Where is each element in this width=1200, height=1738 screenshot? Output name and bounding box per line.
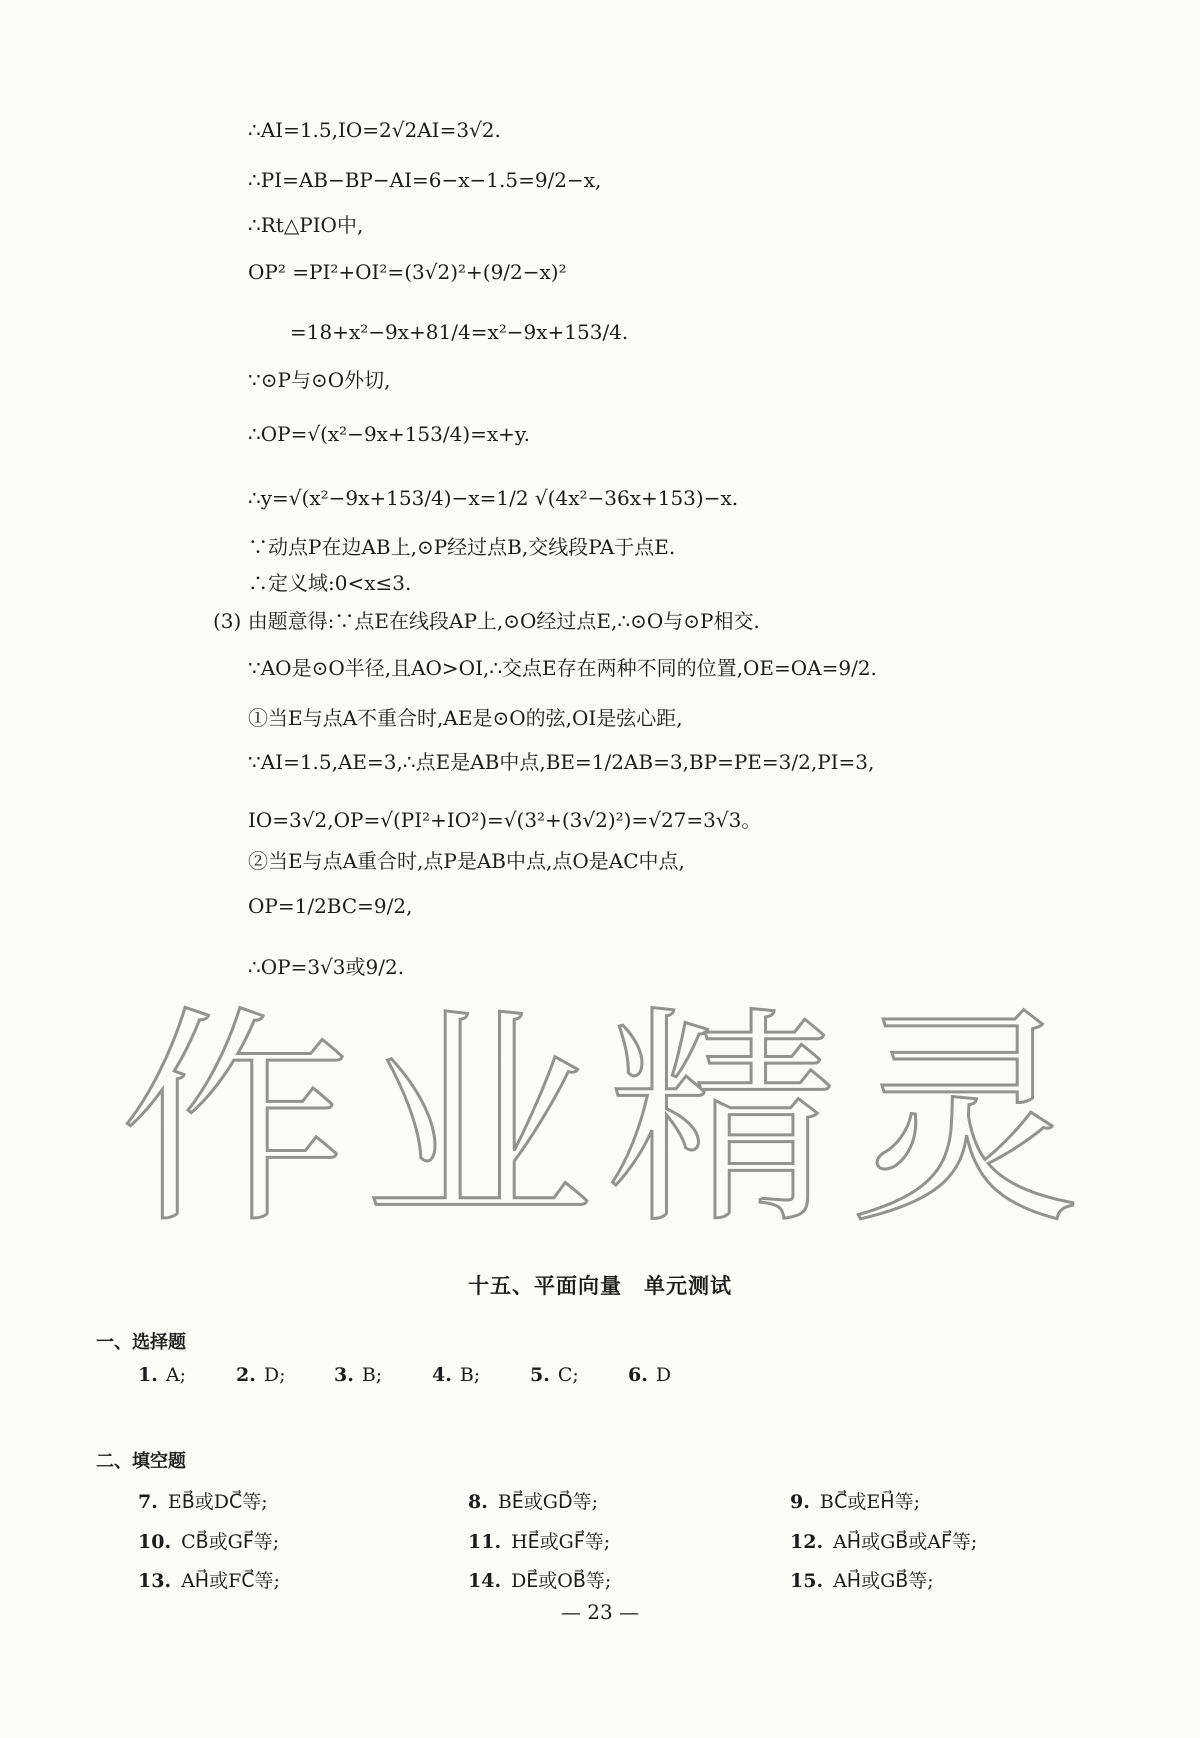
answer-number: 8.: [468, 1491, 488, 1513]
page-number: — 23 —: [560, 1600, 640, 1624]
part-heading-fill: 二、填空题: [96, 1451, 186, 1472]
answer-item: [138, 1527, 279, 1554]
watermark-char: 业: [363, 987, 594, 1255]
solution-line: IO=3√2,OP=√(PI²+IO²)=√(3²+(3√2)²)=√27=3√3。: [248, 808, 762, 832]
answer-item: [138, 1487, 268, 1514]
solution-line: ∵动点P在边AB上,⊙P经过点B,交线段PA于点E.: [248, 535, 676, 559]
answer-value: A;: [165, 1364, 186, 1386]
answer-item: [468, 1487, 598, 1514]
choice-answers: [138, 1364, 726, 1386]
answer-value: DE⃗或OB⃗等;: [511, 1570, 612, 1592]
answer-value: AH⃗或GB⃗或AF⃗等;: [833, 1531, 978, 1553]
answer-item: [138, 1566, 280, 1593]
watermark-char: 作: [120, 987, 351, 1255]
solution-line: ∴OP=√(x²−9x+153/4)=x+y.: [248, 422, 530, 446]
section-title: 十五、平面向量 单元测试: [468, 1274, 732, 1298]
answer-value: CB⃗或GF⃗等;: [181, 1531, 280, 1553]
answer-item: [628, 1364, 726, 1386]
answer-value: B;: [459, 1364, 481, 1386]
answer-number: 2.: [236, 1364, 256, 1386]
answer-number: 13.: [138, 1570, 172, 1592]
answer-number: 5.: [530, 1364, 550, 1386]
watermark-char: 精: [606, 987, 837, 1255]
solution-line: ∴PI=AB−BP−AI=6−x−1.5=9/2−x,: [248, 168, 602, 192]
answer-value: BE⃗或GD⃗等;: [497, 1491, 599, 1513]
answer-value: HE⃗或GF⃗等;: [511, 1531, 611, 1553]
answer-number: 4.: [432, 1364, 452, 1386]
solution-line: ∴AI=1.5,IO=2√2AI=3√2.: [248, 118, 501, 142]
solution-line: (3) 由题意得:∵点E在线段AP上,⊙O经过点E,∴⊙O与⊙P相交.: [213, 609, 760, 633]
watermark: [120, 950, 1080, 1255]
answer-item: [236, 1364, 334, 1386]
solution-line: ②当E与点A重合时,点P是AB中点,点O是AC中点,: [248, 849, 685, 873]
answer-value: AH⃗或GB⃗等;: [833, 1570, 934, 1592]
answer-value: D: [655, 1364, 672, 1386]
answer-item: [468, 1566, 611, 1593]
answer-number: 11.: [468, 1531, 502, 1553]
answer-number: 12.: [790, 1531, 824, 1553]
answer-value: D;: [263, 1364, 286, 1386]
answer-item: [468, 1527, 610, 1554]
solution-line: ①当E与点A不重合时,AE是⊙O的弦,OI是弦心距,: [248, 706, 683, 730]
answer-number: 14.: [468, 1570, 502, 1592]
answer-item: [432, 1364, 530, 1386]
answer-item: [138, 1364, 236, 1386]
solution-line: ∴Rt△PIO中,: [248, 213, 364, 237]
solution-line: ∵⊙P与⊙O外切,: [248, 368, 391, 392]
solution-line: ∵AO是⊙O半径,且AO>OI,∴交点E存在两种不同的位置,OE=OA=9/2.: [248, 656, 877, 680]
answer-number: 10.: [138, 1531, 172, 1553]
solution-line: OP=1/2BC=9/2,: [248, 894, 413, 918]
solution-line: ∴y=√(x²−9x+153/4)−x=1/2 √(4x²−36x+153)−x.: [248, 486, 739, 510]
answer-item: [334, 1364, 432, 1386]
solution-line: ∴定义域:0<x≤3.: [248, 571, 412, 595]
answer-item: [790, 1487, 920, 1514]
answer-value: AH⃗或FC⃗等;: [181, 1570, 280, 1592]
solution-line: ∵AI=1.5,AE=3,∴点E是AB中点,BE=1/2AB=3,BP=PE=3/2,PI=3,: [248, 750, 875, 774]
solution-line: ∴OP=3√3或9/2.: [248, 955, 405, 979]
watermark-char: 灵: [849, 987, 1080, 1255]
answer-value: B;: [361, 1364, 383, 1386]
answer-value: EB⃗或DC⃗等;: [167, 1491, 268, 1513]
answer-number: 7.: [138, 1491, 158, 1513]
answer-number: 9.: [790, 1491, 810, 1513]
answer-number: 6.: [628, 1364, 648, 1386]
answer-item: [790, 1527, 977, 1554]
answer-number: 3.: [334, 1364, 354, 1386]
answer-value: BC⃗或EH⃗等;: [819, 1491, 920, 1513]
part-heading-choice: 一、选择题: [96, 1332, 186, 1353]
answer-number: 1.: [138, 1364, 158, 1386]
answer-value: C;: [557, 1364, 579, 1386]
solution-line: OP² =PI²+OI²=(3√2)²+(9/2−x)²: [248, 260, 567, 284]
solution-line: =18+x²−9x+81/4=x²−9x+153/4.: [290, 320, 629, 344]
answer-item: [790, 1566, 934, 1593]
answer-item: [530, 1364, 628, 1386]
answer-number: 15.: [790, 1570, 824, 1592]
